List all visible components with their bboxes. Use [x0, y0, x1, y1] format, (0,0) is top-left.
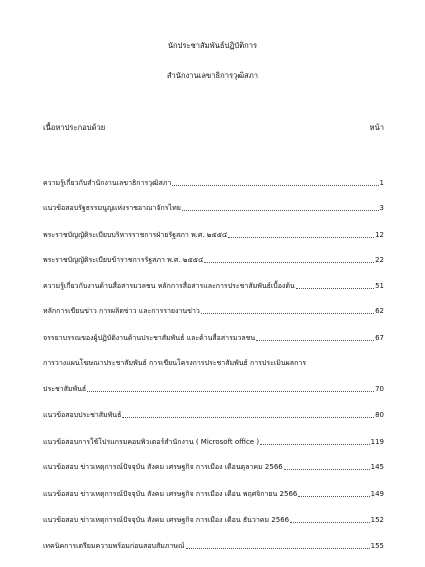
toc-entry-label: แนวข้อสอบ ข่าวเหตุการณ์ปัจจุบัน สังคม เศรษฐกิจ การเมือง เดือน ธันวาคม 2566 — [43, 516, 290, 524]
dot-leader — [298, 496, 369, 497]
toc-entry-label: ความรู้เกี่ยวกับสำนักงานเลขาธิการวุฒิสภา — [43, 179, 172, 187]
toc-entry-page: 155 — [370, 542, 384, 550]
toc-entry-label: ความรู้เกี่ยวกับงานด้านสื่อสารมวลชน หลักการสื่อสารและการประชาสัมพันธ์เบื้องต้น — [43, 282, 295, 290]
toc-heading: เนื้อหาประกอบด้วย — [43, 123, 106, 132]
toc-entry — [43, 203, 384, 213]
toc-entry-page: 22 — [375, 256, 384, 264]
toc-entry — [43, 437, 384, 447]
toc-entry — [43, 333, 384, 343]
toc-entry-label: แนวข้อสอบ ข่าวเหตุการณ์ปัจจุบัน สังคม เศรษฐกิจ การเมือง เดือนตุลาคม 2566 — [43, 463, 283, 471]
document-title: นักประชาสัมพันธ์ปฏิบัติการ — [167, 41, 258, 50]
toc-entry-page: 12 — [375, 231, 384, 239]
toc-entry — [43, 306, 384, 316]
toc-entry-label: เทคนิคการเตรียมความพร้อมก่อนสอบสัมภาษณ์ — [43, 542, 185, 550]
dot-leader — [296, 288, 374, 289]
toc-entry — [43, 410, 384, 420]
toc-entry-label: แนวข้อสอบประชาสัมพันธ์ — [43, 411, 122, 419]
toc-entry-label: หลักการเขียนข่าว การผลิตข่าว และการรายงานข่าว — [43, 307, 200, 315]
toc-entry-label: พระราชบัญญัติระเบียบข้าราชการรัฐสภา พ.ศ. ๒๕๕๔ — [43, 256, 204, 264]
toc-entry — [43, 178, 384, 188]
toc-entry-page: 145 — [370, 463, 384, 471]
toc-entry-page: 70 — [375, 385, 384, 393]
toc-entry — [43, 281, 384, 291]
toc-entry-page: 62 — [375, 307, 384, 315]
toc-entry — [43, 230, 384, 240]
toc-entry — [43, 489, 384, 499]
dot-leader — [256, 340, 374, 341]
dot-leader — [204, 262, 374, 263]
toc-entry-page: 152 — [370, 516, 384, 524]
toc-entry — [43, 255, 384, 265]
toc-entry — [43, 515, 384, 525]
toc-entry — [43, 358, 384, 368]
dot-leader — [260, 444, 370, 445]
toc-entry-page: 149 — [370, 490, 384, 498]
toc-entry — [43, 541, 384, 551]
toc-header — [43, 123, 384, 133]
toc-entry-page: 51 — [375, 282, 384, 290]
toc-entry-label: พระราชบัญญัติระเบียบบริหารราชการฝ่ายรัฐสภา พ.ศ. ๒๕๕๔ — [43, 231, 228, 239]
dot-leader — [186, 548, 370, 549]
toc-entry-page: 119 — [370, 438, 384, 446]
toc-entry — [43, 384, 384, 394]
document-subtitle: สำนักงานเลขาธิการวุฒิสภา — [166, 71, 259, 80]
toc-entry-page: 80 — [375, 411, 384, 419]
toc-entry-label: ประชาสัมพันธ์ — [43, 385, 87, 393]
dot-leader — [172, 185, 378, 186]
toc-entry-label: แนวข้อสอบรัฐธรรมนูญแห่งราชอาณาจักรไทย — [43, 204, 181, 212]
toc-entry-label: แนวข้อสอบ ข่าวเหตุการณ์ปัจจุบัน สังคม เศรษฐกิจ การเมือง เดือน พฤศจิกายน 2566 — [43, 490, 298, 498]
toc-entry-page: 3 — [379, 204, 384, 212]
dot-leader — [182, 210, 379, 211]
toc-entry-page: 1 — [379, 179, 384, 187]
toc-entry-label: การวางแผนโฆษณาประชาสัมพันธ์ การเขียนโครงการประชาสัมพันธ์ การประเมินผลการ — [43, 359, 307, 367]
dot-leader — [201, 313, 374, 314]
toc-entry-label: จรรยาบรรณของผู้ปฏิบัติงานด้านประชาสัมพันธ์ และด้านสื่อสารมวลชน — [43, 334, 256, 342]
dot-leader — [87, 391, 374, 392]
toc-entry — [43, 462, 384, 472]
dot-leader — [228, 237, 374, 238]
toc-entry-page: 67 — [375, 334, 384, 342]
toc-entry-label: แนวข้อสอบการใช้โปรแกรมคอมพิวเตอร์สำนักงาน ( Microsoft office ) — [43, 438, 260, 446]
toc-page-heading: หน้า — [369, 123, 384, 132]
dot-leader — [290, 522, 370, 523]
dot-leader — [284, 469, 370, 470]
dot-leader — [122, 417, 374, 418]
